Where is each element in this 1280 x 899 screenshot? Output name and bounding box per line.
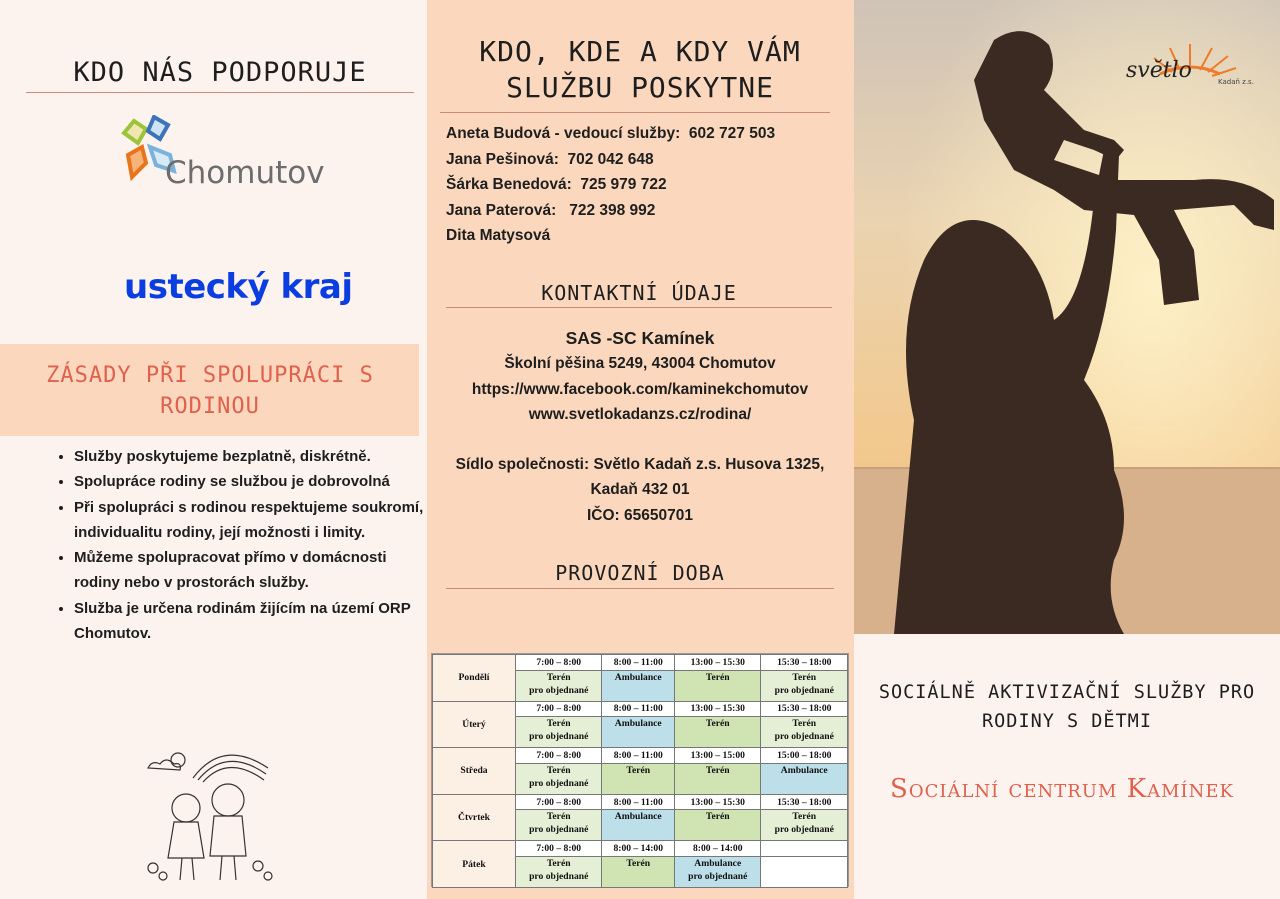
principles-heading: ZÁSADY PŘI SPOLUPRÁCI S RODINOU [46,363,374,419]
slot-note: pro objednané [774,731,834,743]
contact-details [440,326,840,528]
schedule-time: 8:00 – 11:00 [602,701,675,717]
schedule-time: 8:00 – 14:00 [675,841,761,857]
schedule-time: 8:00 – 11:00 [602,655,675,671]
schedule-time: 8:00 – 14:00 [602,841,675,857]
slot-type: Terén [546,764,571,776]
schedule-slot [516,763,602,794]
chomutov-logo [116,115,356,205]
address: Školní pěšina 5249, 43004 Chomutov [504,355,776,373]
schedule-slot [516,810,602,841]
list-item: • Při spolupráci s rodinou respektujeme soukromí, individualitu rodiny, její možnosti i limity. [74,495,424,546]
schedule-time: 7:00 – 8:00 [516,655,602,671]
schedule-time: 7:00 – 8:00 [516,841,602,857]
schedule-time: 15:30 – 18:00 [761,655,848,671]
organization-name: SAS -SC Kamínek [565,328,715,348]
schedule-time: 13:00 – 15:30 [675,701,761,717]
schedule-slot [761,856,848,887]
slot-note: pro objednané [529,824,589,836]
schedule-slot [675,810,761,841]
list-item: • Služba je určena rodinám žijícím na území ORP Chomutov. [74,596,424,647]
schedule-time-row [433,794,848,810]
schedule-slot [602,717,675,748]
staff-contacts [446,121,775,249]
principles-list [52,444,424,646]
support-heading: KDO NÁS PODPORUJE [73,57,367,88]
schedule-day: Pátek [433,841,516,888]
divider [446,307,832,308]
schedule-slot [602,670,675,701]
schedule-slot [675,670,761,701]
divider [26,92,414,93]
slot-type: Terén [546,671,571,683]
slot-type: Terén [705,764,730,776]
slot-note: pro objednané [774,684,834,696]
svetlo-logo-subtext: Kadaň z.s. [1218,78,1254,86]
slot-note: pro objednané [529,777,589,789]
mother-child-photo [854,0,1280,634]
slot-type: Terén [705,671,730,683]
children-rainbow-illustration [138,738,283,888]
who-heading: KDO, KDE A KDY VÁM SLUŽBU POSKYTNE [479,35,801,104]
schedule-time: 13:00 – 15:30 [675,794,761,810]
schedule-slot [761,763,848,794]
schedule-slot [516,670,602,701]
schedule-slot [761,717,848,748]
slot-type: Terén [792,718,817,730]
schedule-time-row [433,701,848,717]
slot-type: Ambulance [780,764,828,776]
schedule-time-row [433,748,848,764]
slot-type: Terén [626,857,651,869]
ustecky-kraj-logo: ustecký kraj [124,267,353,307]
slot-type: Ambulance [694,857,742,869]
opening-hours-table [431,653,849,887]
schedule-time-row [433,655,848,671]
contact-row: Aneta Budová - vedoucí služby: 602 727 503 [446,125,776,142]
schedule-slot [516,856,602,887]
schedule-slot [761,810,848,841]
schedule-day: Pondělí [433,655,516,702]
slot-note: pro objednané [529,731,589,743]
list-item: • Spolupráce rodiny se službou je dobrovolná [74,469,424,494]
schedule-day: Úterý [433,701,516,748]
ico-number: IČO: 65650701 [587,506,693,524]
slot-type: Ambulance [614,811,662,823]
list-item: • Můžeme spolupracovat přímo v domácnosti rodiny nebo v prostorách služby. [74,545,424,596]
contact-heading: KONTAKTNÍ ÚDAJE [541,281,737,305]
svetlo-logo-text: svĕtlo [1126,58,1192,83]
schedule-time: 15:30 – 18:00 [761,794,848,810]
schedule-slot [516,717,602,748]
schedule-slot [602,856,675,887]
schedule-time: 8:00 – 11:00 [602,748,675,764]
slot-note: pro objednané [529,870,589,882]
slot-type: Terén [546,718,571,730]
schedule-slot [675,763,761,794]
seat-address-line2: Kadaň 432 01 [590,481,690,499]
schedule-time: 15:30 – 18:00 [761,701,848,717]
schedule-time: 7:00 – 8:00 [516,794,602,810]
slot-type: Terén [705,811,730,823]
facebook-link[interactable]: https://www.facebook.com/kaminekchomutov [471,380,809,398]
slot-note: pro objednané [529,684,589,696]
contact-row: Dita Matysová [446,227,551,245]
list-item: • Služby poskytujeme bezplatně, diskrétně. [74,444,424,469]
schedule-grid [432,654,848,888]
slot-type: Terén [792,671,817,683]
chomutov-logo-text: Chomutov [165,155,325,191]
slot-type: Terén [546,811,571,823]
center-title: Sociální centrum Kamínek [890,774,1234,804]
divider [440,112,830,113]
slot-type: Terén [792,811,817,823]
slot-note: pro objednané [774,824,834,836]
schedule-time: 13:00 – 15:30 [675,655,761,671]
schedule-time: 8:00 – 11:00 [602,794,675,810]
schedule-slot [602,763,675,794]
schedule-time-row [433,841,848,857]
schedule-slot [675,856,761,887]
slot-type: Ambulance [614,718,662,730]
divider [446,588,834,589]
schedule-time: 15:00 – 18:00 [761,748,848,764]
website-link[interactable]: www.svetlokadanzs.cz/rodina/ [528,405,752,423]
seat-address-line1: Sídlo společnosti: Světlo Kadaň z.s. Husova 1325, [455,456,825,474]
contact-row: Jana Paterová: 722 398 992 [446,201,656,219]
slot-type: Terén [546,857,571,869]
schedule-day: Čtvrtek [433,794,516,841]
schedule-slot [675,717,761,748]
schedule-time [761,841,848,857]
slot-type: Terén [626,764,651,776]
schedule-slot [602,810,675,841]
schedule-slot [761,670,848,701]
contact-row: Šárka Benedová: 725 979 722 [446,176,667,194]
schedule-day: Středa [433,748,516,795]
hours-heading: PROVOZNÍ DOBA [555,561,725,585]
slot-type: Ambulance [614,671,662,683]
contact-row: Jana Pešinová: 702 042 648 [446,150,654,168]
schedule-time: 13:00 – 15:00 [675,748,761,764]
slot-note: pro objednané [688,870,748,882]
schedule-time: 7:00 – 8:00 [516,748,602,764]
slot-type: Terén [705,718,730,730]
service-heading: SOCIÁLNĚ AKTIVIZAČNÍ SLUŽBY PRO RODINY S DĚTMI [878,682,1256,732]
schedule-time: 7:00 – 8:00 [516,701,602,717]
